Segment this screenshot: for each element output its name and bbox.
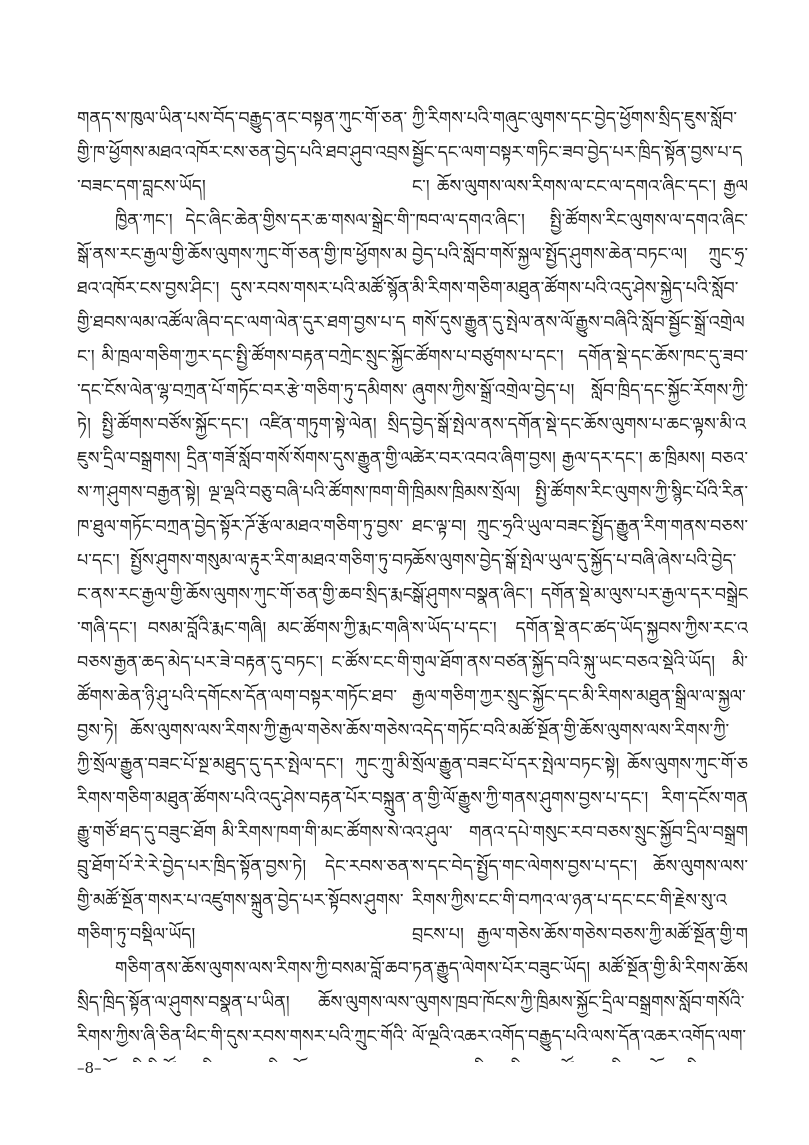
paragraph: ཀྱི་རིགས་པའི་གཞུང་ལུགས་དང་བྱེད་ཕྱོགས་སྲིད་ཇུས་སློབ་སྦྱོང་དང་ལག་བསྟར་གཏིང་ཟབ་བྱེད་པར་ཁྲིད་སྟོན་བྱས་པ་དང་། ཆོས་ལུགས་ལས་རིགས་ལ་ངང་ལ་དགའ་ཞིང་དང་། རྒྱལ་ཁབ་ལ་དགའ་ཞིང་། སྤྱི་ཚོགས་རིང་ལུགས་ལ་དགའ་ཞིང་བྱེད་པའི་སློབ་གསོ་སྐྱལ་སྤྱོད་ཤུགས་ཆེན་བཏང་ལ། ཀྲུང་ཧྲ་མི་རིགས་གཅིག་མཐུན་ཚོགས་པའི་འདུ་ཤེས་སྐྱེད་པའི་སློབ་གསོ་དུས་རྒྱུན་དུ་སྤེལ་ནས་ལོ་རྒྱུས་བཞིའི་སློབ་སྦྱོང་སྒྲོ་འགྲེལ་ཚོགས་པ་བཙུགས་པ་དང་། དགོན་སྡེ་དང་ཆོས་ཁང་དུ་ཟབ་ཞུགས་ཀྱིས་སྒྲོ་འགྲེལ་བྱེད་པ། སློབ་ཁྲིད་དང་སྐྱོང་རོགས་ཀྱི་བྱེད་སྒོ་སྤེལ་ནས་དགོན་སྡེ་དང་ཆོས་ལུགས་པ་ཆང་ལྟས་མི་འཚེར་བར་འབའ་ཞིག་བྱས། རྒྱལ་དར་དང་། ཆ་ཁྲིམས། བཅའ་ཁྲིམས་ཁྲིམས་སྲོལ། སྤྱི་ཚོགས་རིང་ལུགས་ཀྱི་སྙིང་པོའི་རིན་ཐང་ལྟ་བ། ཀྲུང་ཧྲའི་ཡུལ་བཟང་སྤྱོད་རྒྱུན་རིག་གནས་བཅས་ཆོས་ལུགས་བྱེད་སྒོ་སྤེལ་ཡུལ་དུ་སྐྱོད་པ་བཞི་ཞེས་པའི་བྱེད་སྒོ་ཤུགས་བསྣན་ཞིང་། དགོན་སྡེ་མ་ལུས་པར་རྒྱལ་དར་བསྒྲེངས་ཡོད་པ་དང་། དགོན་སྡེ་ནང་ཚད་ཡོད་སྐྱབས་ཀྱིས་རང་འགུལ་ཐོག་ནས་བཙན་སྐྱོད་བའི་སྐུ་ཡང་བཅའ་སྡེའི་ཡོད། མི་རྒྱལ་གཅིག་ཀྱར་སྲུང་སྐྱོང་དང་མི་རིགས་མཐུན་སྒྲིལ་ལ་སྐྱལ་འདེད་གཏོང་བའི་མཚོ་སྔོན་གྱི་ཆོས་ལུགས་ལས་རིགས་ཀྱི་སྲོལ་རྒྱུན་བཟང་པོ་དར་སྤེལ་བཏང་སྟེ། ཆོས་ལུགས་ཀུང་གོ་ཅན་གྱི་ལོ་རྒྱུས་ཀྱི་གནས་ཤུགས་བྱས་པ་དང་། རིག་དངོས་གནའ་ཤུལ་ གནའ་དཔེ་གསུང་རབ་བཅས་སྲུང་སྐྱོབ་དྲིལ་བསྒྲགས་དང་བེད་སྤྱོད་གང་ལེགས་བྱས་པ་དང་། ཆོས་ལུགས་ལས་རིགས་ཀྱིས་ངང་གི་བཀའ་ལ་ཉན་པ་དང་ངང་གི་རྗེས་སུ་འབྲངས་པ། རྒྱལ་གཅེས་ཆོས་གཅེས་བཅས་ཀྱི་མཚོ་སྔོན་གྱི་གཏན་རྒྱུད་ལེགས་པོར་བཟུང་ཡོད། མཚོ་སྔོན་གྱི་མི་རིགས་ཆོས་ལུགས་ཁྲབ་ཁོངས་ཀྱི་ཁྲིམས་སྐྱོང་དྲིལ་བསྒྲགས་སློབ་གསོའི་ལོ་ལྔའི་འཆར་འགོད་བརྒྱུད་པའི་ལས་དོན་འཆར་འགོད་ལག་ (412, 109, 748, 1047)
paragraph: ཁྱིན་ཀང་། དེང་ཞིང་ཆེན་གྱིས་དར་ཆ་གསལ་སྒྲེང་གི་སྒོ་ནས་རང་རྒྱལ་གྱི་ཆོས་ལུགས་ཀུང་གོ་ཅན་གྱི་ཁ་ཕྱོགས་མཐའ་འཁོར་ངས་བྱས་ཤིང་། དུས་རབས་གསར་པའི་མཚོ་སྙོན་གྱི་ཐབས་ལམ་འཚོལ་ཞིབ་དང་ལག་ལེན་དུར་ཐག་བྱས་པ་དང་། མི་ཁྲལ་གཅིག་ཀྱར་དང་སྤྱི་ཚོགས་བརྟན་བཀྲེང་སྲུང་སྐྱོང་དང་ངོས་ལེན་ལྷ་བཀྲན་པོ་གཏོང་བར་རྩེ་གཅིག་ཏུ་དམིགས་ཏེ། སྤྱི་ཚོགས་བཙོས་སྐྱོང་དང་། འཛིན་གཏུག་སྟེ་ལེན། སྲིད་ཇུས་དྲིལ་བསྒྲགས། དྲིན་གཟོ་སློབ་གསོ་སོགས་དུས་རྒྱུན་གྱི་ལས་ཀ་ཤུགས་བརྒྱན་སྟེ། ལྔ་ལྡའི་བཅུ་བཞི་པའི་ཚོགས་ཁག་གི་ཁ་ཐུལ་གཏོང་བཀྲན་བྱེད་སྟོར་ཌོ་རྩོལ་མཐའ་གཅིག་ཏུ་བྱས་པ་དང་། སྤྱོས་ཤུགས་གསུམ་ལ་རྟུར་རིག་མཐའ་གཅིག་ཏུ་བཏང་ནས་རང་རྒྱལ་གྱི་ཆོས་ལུགས་ཀུང་གོ་ཅན་གྱི་ཆབ་སྲིད་རྨང་གཞི་དང་། བསམ་བློའི་རྨང་གཞི། མང་ཚོགས་ཀྱི་རྨང་གཞི་བཅས་རྒྱན་ཆད་མེད་པར་ཟེ་བརྟན་དུ་བཏང་། ང་ཚོས་ངང་གི་ཚོགས་ཆེན་ཉི་ཤུ་པའི་དགོངས་དོན་ལག་བསྟར་གཏོང་ཐབ་བྱས་ཏེ། ཆོས་ལུགས་ལས་རིགས་ཀྱི་རྒྱལ་གཅེས་ཆོས་གཅེས་ཀྱི་སྲོལ་རྒྱུན་བཟང་པོ་སྔ་མཐུད་དུ་དར་སྤེལ་དང་། ཀུང་ཀྲུ་མི་རིགས་གཅིག་མཐུན་ཚོགས་པའི་འདུ་ཤེས་བརྟན་པོར་བསྐྲུན་རྒྱུ་གཙོ་ཐད་དུ་བཟུང་ཐོག མི་རིགས་ཁག་གི་མང་ཚོགས་སེ་འབྲུ་ཐོག་པོ་རེ་རེ་བྱེད་པར་ཁྲིད་སྟོན་བྱས་ཏེ། དེང་རབས་ཅན་གྱི་མཚོ་སྔོན་གསར་པ་འཛུགས་སྐྲུན་བྱེད་པར་སྟོབས་ཤུགས་གཅིག་ཏུ་བསྡིལ་ཡོད། (77, 211, 413, 945)
paragraph: གནད་ས་ཁུལ་ཡིན་པས་བོད་བརྒྱུད་ནང་བསྟན་ཀུང་གོ་ཅན་གྱི་ཁ་ཕྱོགས་མཐའ་འཁོར་ངས་ཅན་བྱེད་པའི་ཐབ་ཤུབ་འབྲས་བཟང་དག་བླངས་ཡོད། (77, 109, 410, 197)
paragraph: གཅིག་ནས་ཆོས་ལུགས་ལས་རིགས་ཀྱི་བསམ་བློ་ཆབ་སྲིད་ཁྲིད་སྟོན་ལ་ཤུགས་བསྣན་པ་ཡིན། ཆོས་ལུགས་ལས་རིགས་ཀྱིས་ཞི་ཅིན་ཕིང་གི་དུས་རབས་གསར་པའི་ཀྲུང་གོའི་ (77, 959, 413, 1047)
right-column (412, 102, 748, 1062)
page-number: –8– (77, 1059, 102, 1077)
left-column (77, 102, 413, 1062)
